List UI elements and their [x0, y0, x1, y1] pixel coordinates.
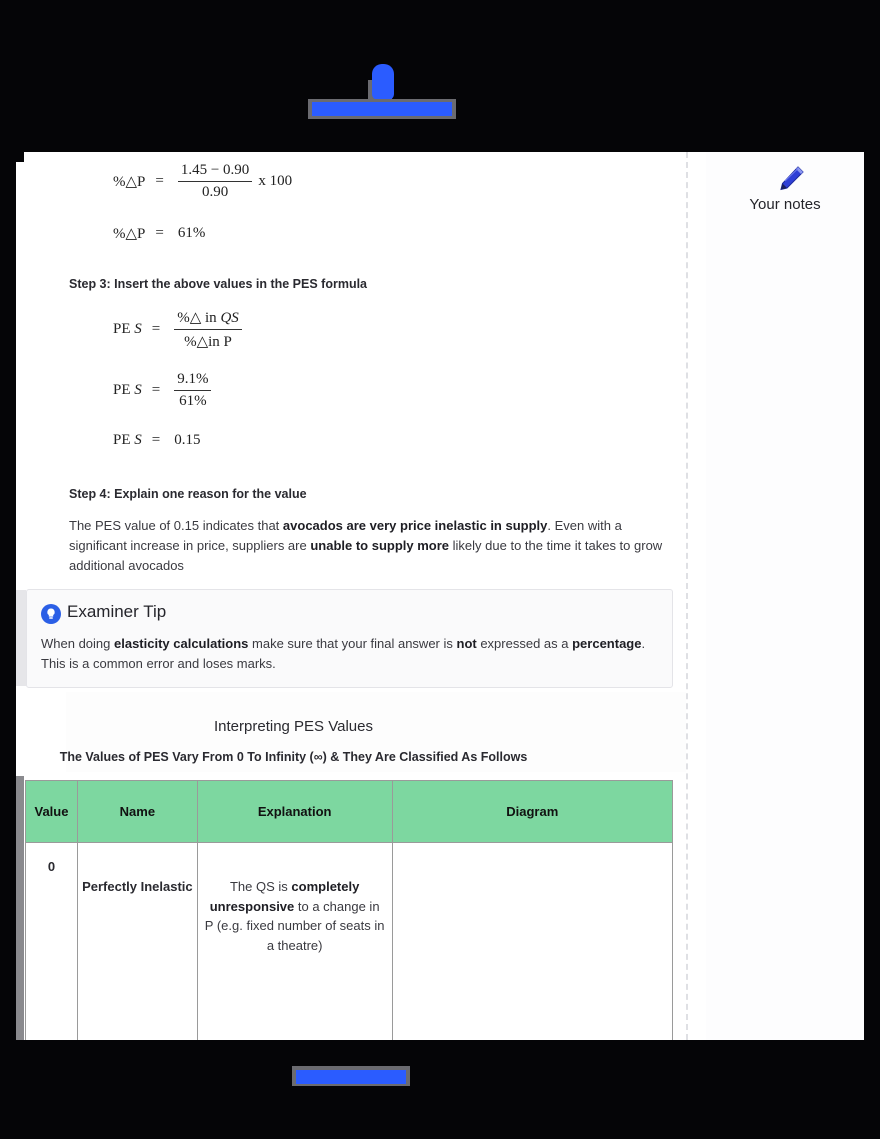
notes-divider: [686, 152, 688, 1040]
page-corner: [16, 152, 24, 162]
header-link[interactable]: [308, 99, 456, 119]
header-logo-icon: [372, 64, 394, 100]
table-header-row: [26, 781, 673, 843]
formula-pes: PE S = $\frac{\text{\%△ in QS}}{\text{\%△in P}}$: [113, 308, 242, 351]
cell-explanation: The QS is completely unresponsive to a change in P (e.g. fixed number of seats in a theatre): [197, 843, 392, 1041]
fraction: $\frac{1.45 - 0.90}{0.90}$: [178, 162, 252, 201]
pes-values-table: [25, 780, 673, 1040]
formula-pct-change-price-calc: %△P = $\frac{1.45 - 0.90}{0.90}$ x 100: [113, 162, 293, 200]
revision-note-page: [16, 152, 864, 1040]
header-link-highlight: [312, 102, 452, 116]
step-4-heading: Step 4: Explain one reason for the value: [69, 487, 307, 501]
footer-link[interactable]: [292, 1066, 410, 1086]
step-3-heading: Step 3: Insert the above values in the PES formula: [69, 277, 367, 291]
footer-link-highlight: [296, 1070, 406, 1084]
header-diagram: Diagram: [392, 781, 672, 843]
notes-panel[interactable]: [706, 152, 864, 1040]
table-row: [26, 843, 673, 1041]
main-content: [16, 152, 686, 1040]
formula-pes-result: PE S = 0.15: [113, 432, 201, 448]
cell-value: 0: [26, 843, 78, 1041]
tip-text: When doing elasticity calculations make sure that your final answer is not expressed as a percentage. This is a common error and loses marks.: [41, 636, 646, 671]
tip-title: Examiner Tip: [67, 602, 167, 621]
fraction: $\frac{9.1\%}{61\%}$: [174, 371, 211, 410]
examiner-tip-box: [26, 589, 673, 688]
fraction: $\frac{\text{\%△ in QS}}{\text{\%△in P}}$: [174, 308, 242, 351]
cell-diagram: [392, 843, 672, 1041]
table-scroll-rail[interactable]: [16, 776, 24, 1040]
header-name: Name: [77, 781, 197, 843]
header-explanation: Explanation: [197, 781, 392, 843]
explanation-paragraph: The PES value of 0.15 indicates that avocados are very price inelastic in supply. Even with a significant increase in price, suppliers are unable to supply more likely due to the time it takes to grow additional avocados: [69, 518, 663, 573]
tip-rail: [16, 590, 26, 686]
pencil-icon[interactable]: [776, 164, 806, 194]
lightbulb-icon: [41, 604, 61, 624]
formula-pct-change-price-result: %△P = 61%: [113, 225, 206, 242]
section-title: Interpreting PES Values: [214, 718, 373, 735]
header-value: Value: [26, 781, 78, 843]
formula-pes-substituted: PE S = $\frac{9.1\%}{61\%}$: [113, 371, 211, 410]
notes-label: Your notes: [749, 196, 821, 213]
section-subtitle: The Values of PES Vary From 0 To Infinity (∞) & They Are Classified As Follows: [59, 750, 528, 764]
cell-name: Perfectly Inelastic: [77, 843, 197, 1041]
